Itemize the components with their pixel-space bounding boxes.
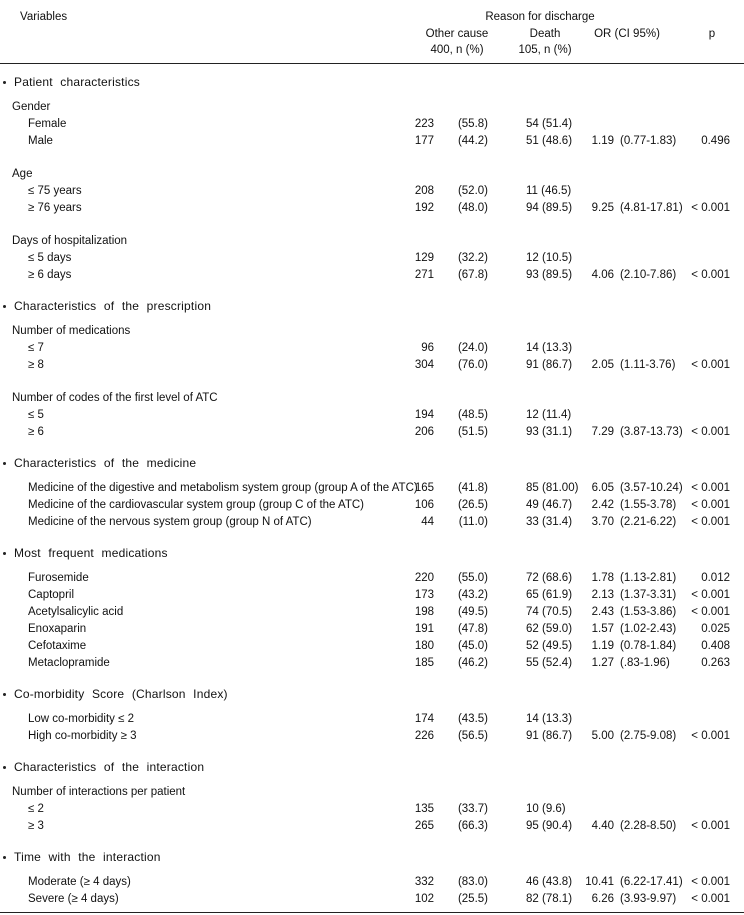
other-cause-percent: (48.5): [457, 409, 488, 421]
odds-ratio: 2.05: [591, 359, 614, 371]
odds-ratio: 5.00: [591, 730, 614, 742]
other-cause-count: 194: [414, 409, 434, 421]
confidence-interval: (1.37-3.31): [620, 589, 677, 601]
other-cause-percent: (55.0): [457, 572, 488, 584]
p-value: < 0.001: [691, 499, 730, 511]
odds-ratio: 2.43: [591, 606, 614, 618]
other-cause-count: 173: [414, 589, 434, 601]
confidence-interval: (0.78-1.84): [620, 640, 677, 652]
row-label: Male: [28, 135, 53, 147]
header-other-cause-n: 400, n (%): [430, 44, 484, 56]
other-cause-count: 198: [414, 606, 434, 618]
section-title: Characteristics of the medicine: [14, 456, 197, 470]
p-value: 0.408: [701, 640, 730, 652]
death-count-percent: 74 (70.5): [526, 606, 573, 618]
death-count-percent: 54 (51.4): [526, 118, 573, 130]
other-cause-percent: (52.0): [457, 185, 488, 197]
other-cause-count: 191: [414, 623, 434, 635]
death-count-percent: 14 (13.3): [526, 713, 573, 725]
death-count-percent: 33 (31.4): [526, 516, 573, 528]
section-title: Patient characteristics: [14, 75, 140, 89]
header-variables: Variables: [20, 11, 68, 23]
other-cause-count: 206: [414, 426, 434, 438]
odds-ratio: 9.25: [591, 202, 614, 214]
other-cause-percent: (55.8): [457, 118, 488, 130]
confidence-interval: (1.13-2.81): [620, 572, 677, 584]
row-label: Moderate (≥ 4 days): [28, 876, 131, 888]
section-title: Characteristics of the prescription: [14, 299, 212, 313]
death-count-percent: 12 (10.5): [526, 252, 573, 264]
confidence-interval: (1.53-3.86): [620, 606, 677, 618]
row-label: ≤ 7: [28, 342, 44, 354]
other-cause-percent: (49.5): [457, 606, 488, 618]
other-cause-percent: (66.3): [457, 820, 488, 832]
other-cause-count: 174: [414, 713, 434, 725]
section-bullet-icon: [3, 693, 6, 696]
section-title: Characteristics of the interaction: [14, 760, 205, 774]
confidence-interval: (3.57-10.24): [620, 482, 683, 494]
death-count-percent: 49 (46.7): [526, 499, 573, 511]
confidence-interval: (2.28-8.50): [620, 820, 677, 832]
other-cause-count: 332: [414, 876, 434, 888]
section-bullet-icon: [3, 305, 6, 308]
row-label: High co-morbidity ≥ 3: [28, 730, 137, 742]
other-cause-count: 135: [414, 803, 434, 815]
other-cause-count: 226: [414, 730, 434, 742]
other-cause-count: 223: [414, 118, 434, 130]
death-count-percent: 65 (61.9): [526, 589, 573, 601]
other-cause-percent: (56.5): [457, 730, 488, 742]
other-cause-percent: (32.2): [457, 252, 488, 264]
death-count-percent: 55 (52.4): [526, 657, 573, 669]
p-value: < 0.001: [691, 876, 730, 888]
p-value: < 0.001: [691, 516, 730, 528]
other-cause-percent: (51.5): [457, 426, 488, 438]
odds-ratio: 1.19: [591, 135, 614, 147]
odds-ratio: 4.40: [591, 820, 614, 832]
row-label: Medicine of the cardiovascular system group (group C of the ATC): [28, 499, 364, 511]
death-count-percent: 93 (89.5): [526, 269, 573, 281]
p-value: < 0.001: [691, 589, 730, 601]
other-cause-percent: (33.7): [457, 803, 488, 815]
other-cause-count: 192: [414, 202, 434, 214]
death-count-percent: 95 (90.4): [526, 820, 573, 832]
odds-ratio: 6.05: [591, 482, 614, 494]
row-label: ≤ 5 days: [28, 252, 72, 264]
other-cause-percent: (43.5): [457, 713, 488, 725]
other-cause-percent: (24.0): [457, 342, 488, 354]
header-rule: [0, 63, 744, 64]
row-label: Acetylsalicylic acid: [28, 606, 124, 618]
row-label: Cefotaxime: [28, 640, 87, 652]
death-count-percent: 85 (81.00): [526, 482, 579, 494]
death-count-percent: 46 (43.8): [526, 876, 573, 888]
other-cause-percent: (48.0): [457, 202, 488, 214]
other-cause-count: 208: [414, 185, 434, 197]
p-value: 0.263: [701, 657, 730, 669]
row-label: ≥ 8: [28, 359, 44, 371]
other-cause-count: 180: [414, 640, 434, 652]
odds-ratio: 1.19: [591, 640, 614, 652]
other-cause-percent: (47.8): [457, 623, 488, 635]
bottom-rule: [0, 912, 744, 913]
death-count-percent: 91 (86.7): [526, 730, 573, 742]
confidence-interval: (2.75-9.08): [620, 730, 677, 742]
other-cause-count: 165: [414, 482, 434, 494]
row-label: ≥ 3: [28, 820, 44, 832]
confidence-interval: (4.81-17.81): [620, 202, 683, 214]
section-bullet-icon: [3, 462, 6, 465]
confidence-interval: (3.87-13.73): [620, 426, 683, 438]
group-label: Days of hospitalization: [12, 235, 128, 247]
row-label: Medicine of the nervous system group (group N of ATC): [28, 516, 312, 528]
section-title: Most frequent medications: [14, 546, 168, 560]
death-count-percent: 51 (48.6): [526, 135, 573, 147]
p-value: < 0.001: [691, 202, 730, 214]
other-cause-percent: (43.2): [457, 589, 488, 601]
confidence-interval: (0.77-1.83): [620, 135, 677, 147]
p-value: < 0.001: [691, 606, 730, 618]
confidence-interval: (.83-1.96): [620, 657, 670, 669]
death-count-percent: 11 (46.5): [526, 185, 572, 197]
section-bullet-icon: [3, 856, 6, 859]
confidence-interval: (6.22-17.41): [620, 876, 683, 888]
p-value: 0.496: [701, 135, 730, 147]
section-bullet-icon: [3, 766, 6, 769]
odds-ratio: 7.29: [591, 426, 614, 438]
other-cause-percent: (67.8): [457, 269, 488, 281]
row-label: Metaclopramide: [28, 657, 110, 669]
header-other-cause: Other cause: [425, 28, 489, 40]
death-count-percent: 94 (89.5): [526, 202, 573, 214]
confidence-interval: (3.93-9.97): [620, 893, 677, 905]
other-cause-count: 44: [421, 516, 434, 528]
death-count-percent: 91 (86.7): [526, 359, 573, 371]
odds-ratio: 2.42: [591, 499, 614, 511]
row-label: ≥ 6: [28, 426, 44, 438]
other-cause-percent: (46.2): [457, 657, 488, 669]
other-cause-count: 185: [414, 657, 434, 669]
other-cause-percent: (45.0): [457, 640, 488, 652]
other-cause-count: 129: [414, 252, 434, 264]
row-label: Low co-morbidity ≤ 2: [28, 713, 135, 725]
row-label: ≥ 76 years: [28, 202, 82, 214]
p-value: < 0.001: [691, 269, 730, 281]
confidence-interval: (1.55-3.78): [620, 499, 677, 511]
p-value: 0.012: [701, 572, 730, 584]
death-count-percent: 72 (68.6): [526, 572, 573, 584]
group-label: Number of interactions per patient: [12, 786, 186, 798]
death-count-percent: 62 (59.0): [526, 623, 573, 635]
section-title: Time with the interaction: [14, 850, 161, 864]
confidence-interval: (2.21-6.22): [620, 516, 677, 528]
section-bullet-icon: [3, 552, 6, 555]
other-cause-percent: (26.5): [457, 499, 488, 511]
p-value: 0.025: [701, 623, 730, 635]
other-cause-percent: (25.5): [457, 893, 488, 905]
odds-ratio: 6.26: [591, 893, 614, 905]
death-count-percent: 10 (9.6): [526, 803, 566, 815]
death-count-percent: 93 (31.1): [526, 426, 573, 438]
other-cause-percent: (44.2): [457, 135, 488, 147]
p-value: < 0.001: [691, 426, 730, 438]
p-value: < 0.001: [691, 730, 730, 742]
confidence-interval: (2.10-7.86): [620, 269, 677, 281]
odds-ratio: 3.70: [591, 516, 614, 528]
row-label: Female: [28, 118, 67, 130]
row-label: ≥ 6 days: [28, 269, 72, 281]
other-cause-count: 220: [414, 572, 434, 584]
death-count-percent: 82 (78.1): [526, 893, 573, 905]
other-cause-percent: (11.0): [458, 516, 488, 528]
header-odds-ratio: OR (CI 95%): [594, 28, 660, 40]
header-p-value: p: [708, 28, 716, 40]
other-cause-count: 265: [414, 820, 434, 832]
row-label: Severe (≥ 4 days): [28, 893, 119, 905]
header-reason-for-discharge: Reason for discharge: [485, 11, 595, 23]
odds-ratio: 10.41: [585, 876, 614, 888]
odds-ratio: 1.57: [591, 623, 614, 635]
death-count-percent: 14 (13.3): [526, 342, 573, 354]
odds-ratio: 1.78: [591, 572, 614, 584]
other-cause-count: 177: [414, 135, 434, 147]
odds-ratio: 2.13: [591, 589, 614, 601]
confidence-interval: (1.11-3.76): [620, 359, 676, 371]
group-label: Gender: [12, 101, 51, 113]
other-cause-count: 304: [414, 359, 434, 371]
p-value: < 0.001: [691, 482, 730, 494]
row-label: Enoxaparin: [28, 623, 87, 635]
other-cause-count: 106: [414, 499, 434, 511]
other-cause-percent: (83.0): [457, 876, 488, 888]
section-bullet-icon: [3, 81, 6, 84]
other-cause-count: 271: [414, 269, 434, 281]
group-label: Number of codes of the first level of ATC: [12, 392, 218, 404]
row-label: ≤ 2: [28, 803, 44, 815]
row-label: Medicine of the digestive and metabolism system group (group A of the ATC): [28, 482, 418, 494]
odds-ratio: 4.06: [591, 269, 614, 281]
p-value: < 0.001: [691, 893, 730, 905]
row-label: Furosemide: [28, 572, 89, 584]
p-value: < 0.001: [691, 820, 730, 832]
row-label: Captopril: [28, 589, 75, 601]
row-label: ≤ 75 years: [28, 185, 82, 197]
other-cause-count: 102: [414, 893, 434, 905]
death-count-percent: 12 (11.4): [526, 409, 572, 421]
confidence-interval: (1.02-2.43): [620, 623, 677, 635]
other-cause-percent: (41.8): [457, 482, 488, 494]
death-count-percent: 52 (49.5): [526, 640, 573, 652]
other-cause-percent: (76.0): [457, 359, 488, 371]
odds-ratio: 1.27: [591, 657, 614, 669]
group-label: Age: [12, 168, 33, 180]
section-title: Co-morbidity Score (Charlson Index): [14, 687, 228, 701]
p-value: < 0.001: [691, 359, 730, 371]
group-label: Number of medications: [12, 325, 131, 337]
row-label: ≤ 5: [28, 409, 44, 421]
other-cause-count: 96: [421, 342, 434, 354]
header-death: Death: [529, 28, 561, 40]
header-death-n: 105, n (%): [518, 44, 572, 56]
